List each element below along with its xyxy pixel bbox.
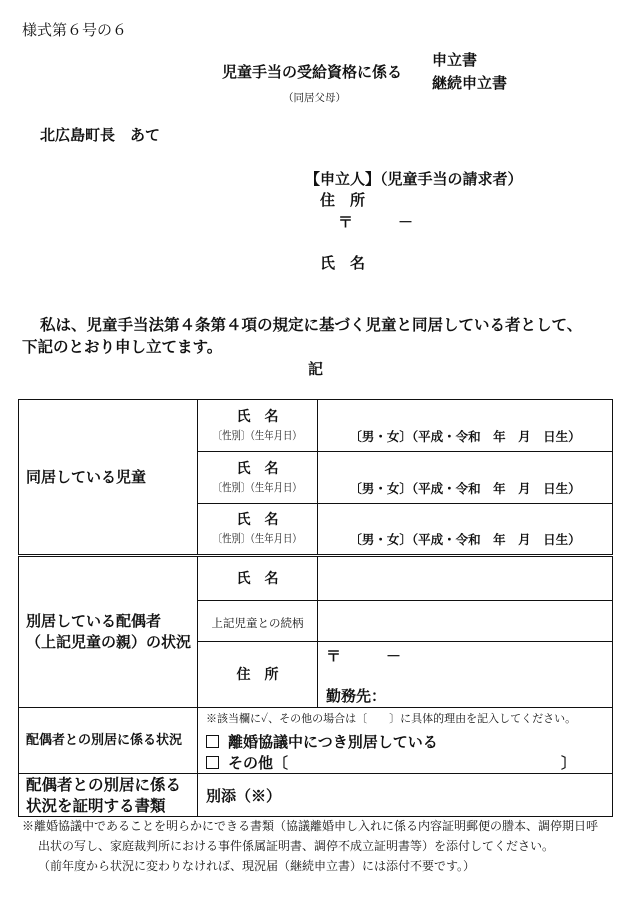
child-label-cell [198,400,318,452]
option-divorce-negotiation [206,731,604,752]
child-sex-dob-label [198,479,317,497]
ki-heading: 記 [308,360,324,378]
other-reason-checkbox[interactable] [206,756,219,769]
child-sex-dob-label [198,427,317,445]
spouse-header-cell [19,556,198,708]
separation-row [19,708,613,774]
child-sex-dob-text: 〔性別〕（生年月日） [213,532,302,545]
child-row [19,400,613,452]
statement-line-1: 私は、児童手当法第４条第４項の規定に基づく児童と同居している者として、 [40,315,583,334]
proof-header-line-1: 配偶者との別居に係る [26,775,182,794]
applicant-heading: 【申立人】（児童手当の請求者） [305,170,523,188]
child-label-cell [198,504,318,556]
other-reason-field[interactable] [288,754,561,772]
form-title: 児童手当の受給資格に係る [222,63,403,81]
footnote-line-3: （前年度から状況に変わりなければ、現況届（継続申立書）には添付不要です。） [38,859,476,873]
child-sex-dob-text: 〔性別〕（生年月日） [213,480,302,494]
spouse-workplace-label: 勤務先： [326,687,387,705]
separation-header: 配偶者との別居に係る状況 [26,733,183,748]
children-header: 同居している児童 [26,467,147,486]
spouse-relation-field[interactable] [318,601,613,642]
child-sex-dob-value: 〔男・女〕（平成・令和 年 月 日生） [349,481,581,496]
spouse-name-field[interactable] [318,556,613,601]
footnote-line-1: ※離婚協議中であることを明らかにできる書類（協議離婚申し入れに係る内容証明郵便の謄本、調停期日呼 [22,819,599,833]
spouse-address-label: 住 所 [236,666,279,683]
other-reason-close-bracket: 〕 [560,754,576,772]
child-sex-dob-value: 〔男・女〕（平成・令和 年 月 日生） [349,532,581,547]
divorce-negotiation-label: 離婚協議中につき別居している [228,733,438,751]
statement-line-2: 下記のとおり申し立てます。 [22,337,223,356]
proof-value: 別添（※） [206,786,282,805]
children-header-cell [19,400,198,556]
spouse-address-field[interactable] [318,642,613,708]
spouse-address-label-cell [198,642,318,708]
spouse-relation-label: 上記児童との続柄 [211,615,304,630]
title-variant-continuation: 継続申立書 [432,74,508,92]
spouse-header-line-1: 別居している配偶者 [26,612,162,630]
title-variant-application: 申立書 [432,51,478,69]
divorce-negotiation-checkbox[interactable] [206,735,219,748]
form-number: 様式第６号の６ [22,21,128,39]
form-subtitle: （同居父母） [283,92,346,104]
child-sex-dob-value: 〔男・女〕（平成・令和 年 月 日生） [349,429,581,444]
separation-options-cell [198,708,613,774]
separation-header-cell [19,708,198,774]
proof-header-line-2: 状況を証明する書類 [26,796,166,815]
child-label-cell [198,452,318,504]
spouse-name-row [19,556,613,601]
spouse-header-line-2: （上記児童の親）の状況 [26,633,192,651]
child-name-label: 氏 名 [236,460,279,477]
child-info-field[interactable] [318,504,613,556]
applicant-name-label: 氏 名 [320,254,366,272]
separation-note: ※該当欄に✓、その他の場合は〔 〕に具体的理由を記入してください。 [206,712,577,725]
child-sex-dob-label [198,530,317,548]
addressee: 北広島町長 あて [40,126,161,144]
option-other [206,752,604,773]
spouse-name-label-cell [198,556,318,601]
child-name-label: 氏 名 [236,512,279,528]
child-name-label: 氏 名 [236,408,279,425]
applicant-postal-code: 〒 － [338,213,414,231]
applicant-address-label: 住 所 [320,191,366,209]
other-reason-label: その他〔 [228,754,289,772]
footnote-line-2: 出状の写し、家庭裁判所における事件係属証明書、調停不成立証明書等）を添付してください。 [38,839,555,853]
spouse-relation-label-cell [198,601,318,642]
claim-details-table [18,399,613,817]
proof-value-cell [198,774,613,817]
proof-row [19,774,613,817]
child-sex-dob-text: 〔性別〕（生年月日） [213,428,302,442]
child-info-field[interactable] [318,452,613,504]
spouse-postal-code: 〒 － [326,647,402,665]
proof-header-cell [19,774,198,817]
spouse-name-label: 氏 名 [236,570,279,587]
child-info-field[interactable] [318,400,613,452]
